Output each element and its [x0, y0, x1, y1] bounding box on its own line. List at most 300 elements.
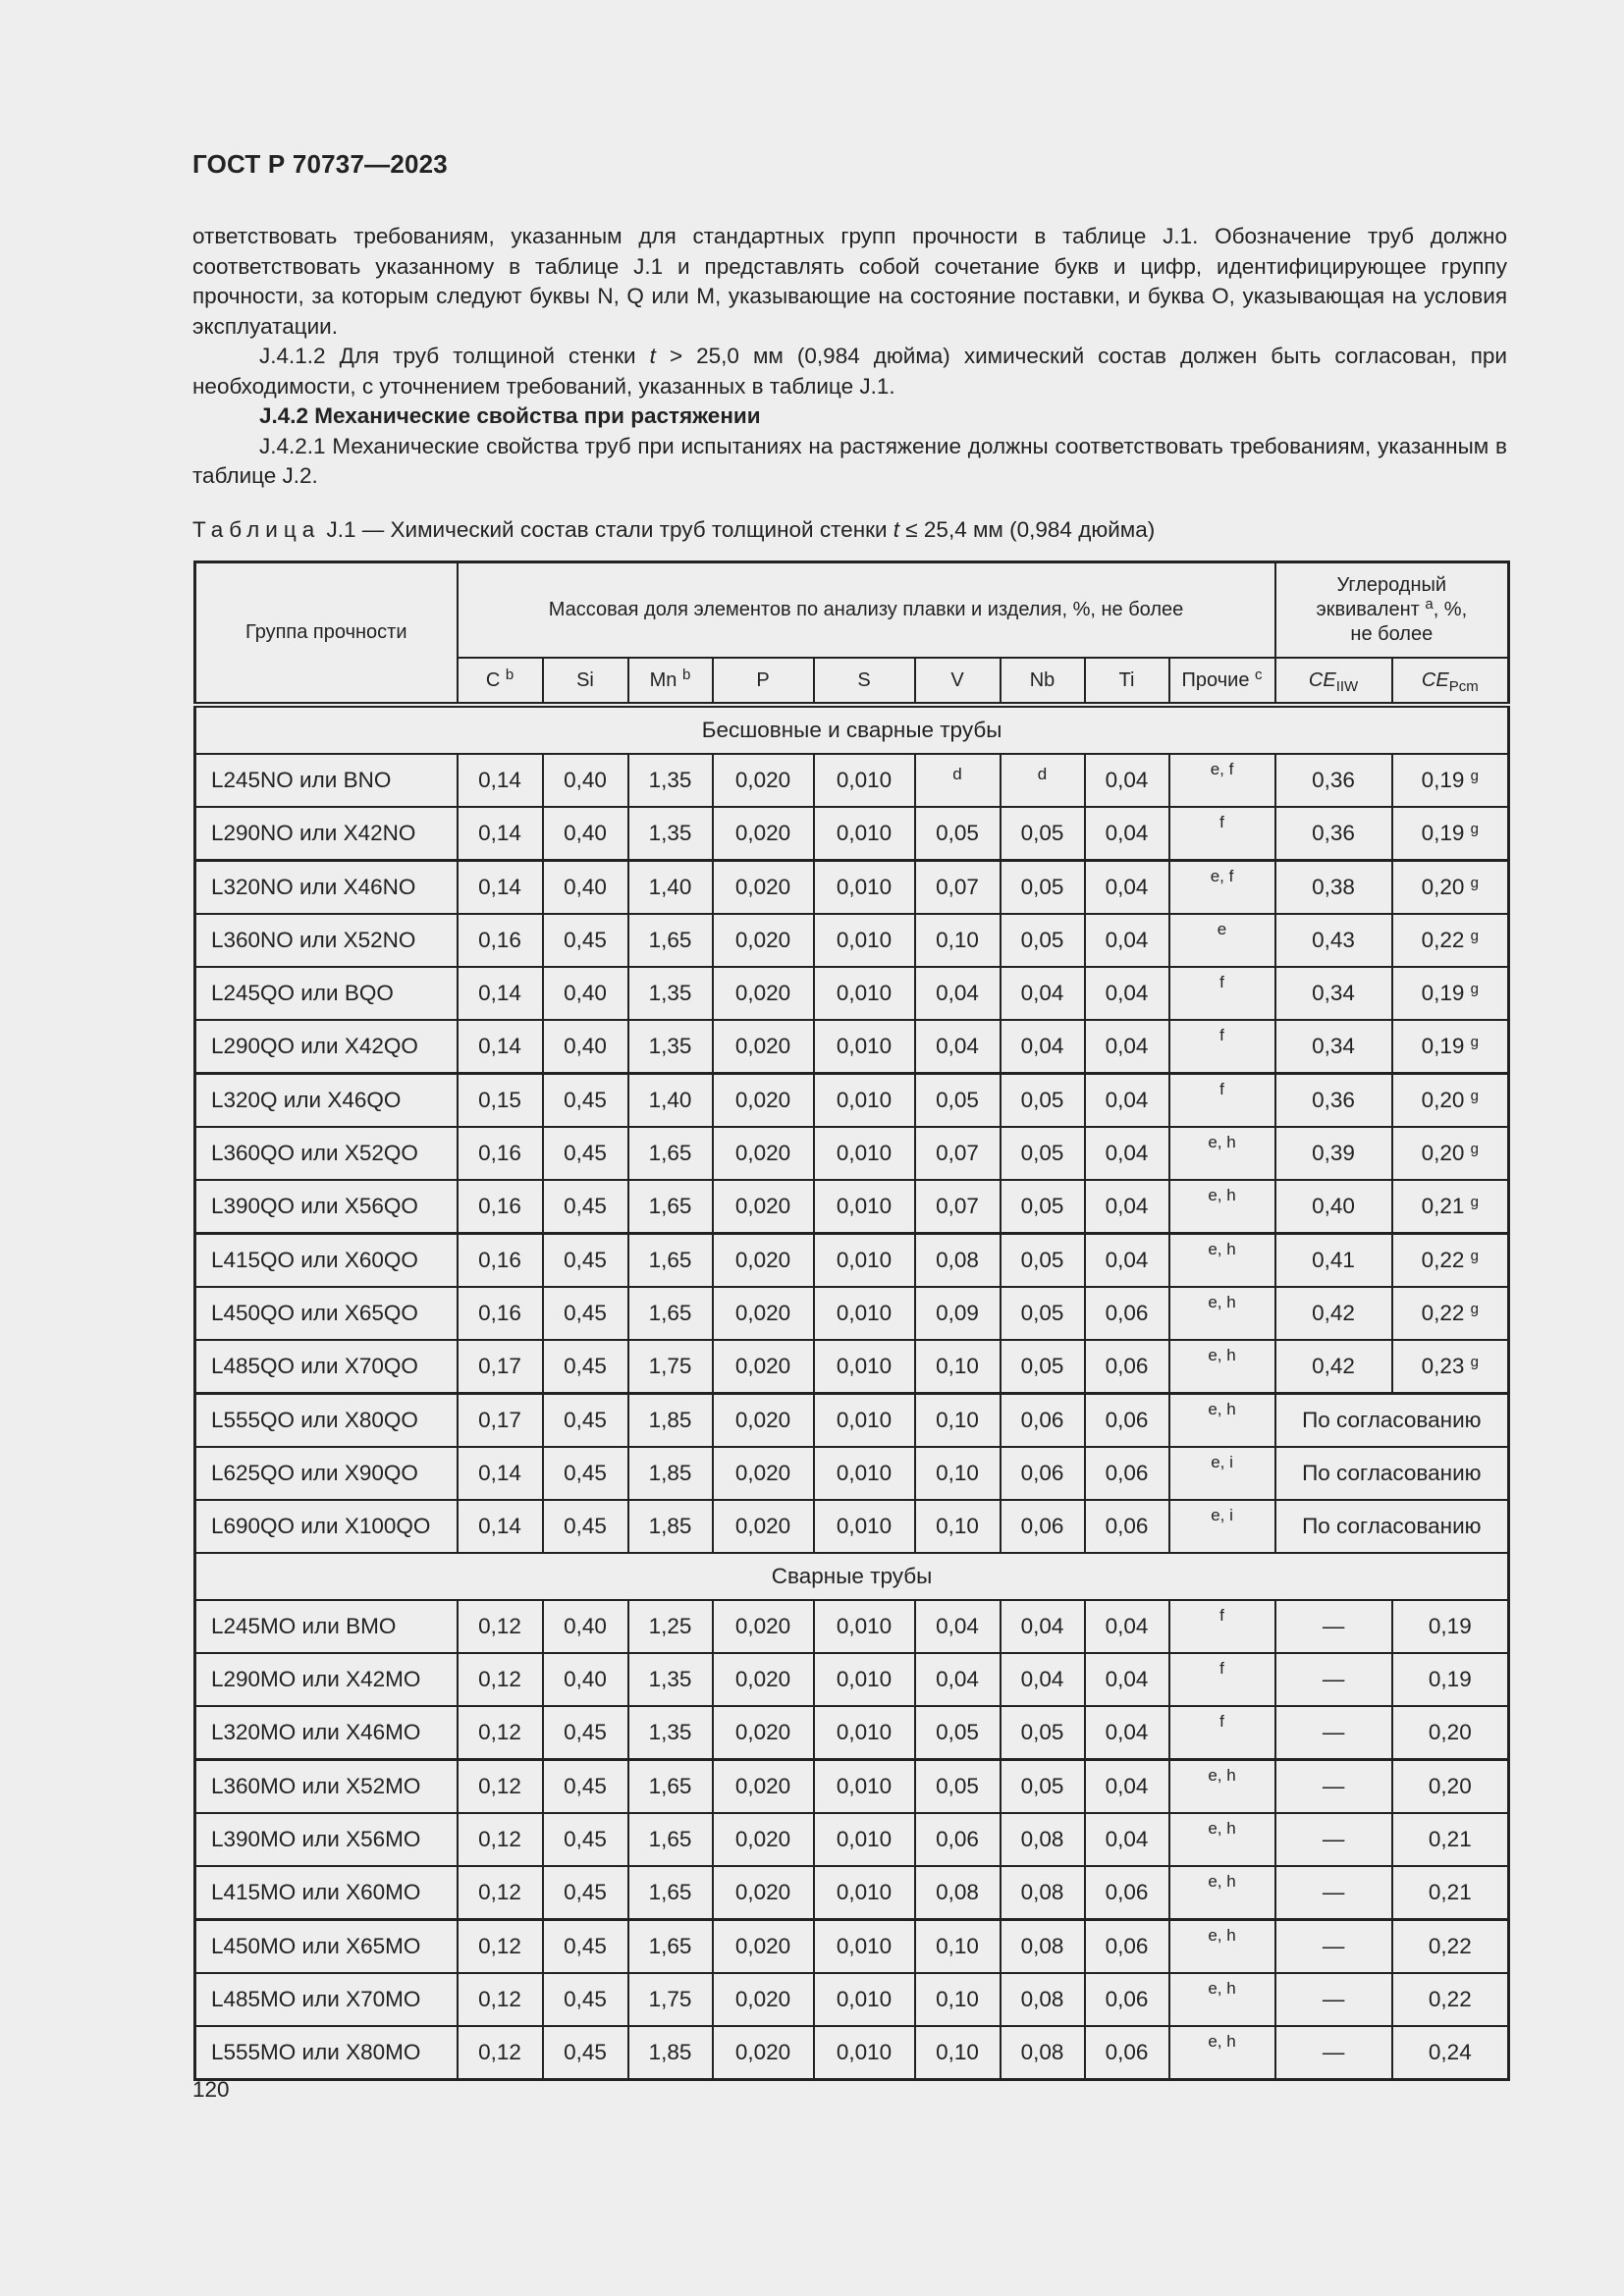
cell-mn: 1,65 [628, 1287, 713, 1340]
cell-mn: 1,85 [628, 1394, 713, 1448]
cell-mn: 1,65 [628, 1920, 713, 1974]
cell-v: 0,04 [915, 1020, 1001, 1074]
table-row [195, 754, 1509, 807]
cell-p: 0,020 [713, 1180, 814, 1234]
table-caption-label: Таблица [192, 517, 321, 542]
cell-p: 0,020 [713, 754, 814, 807]
cell-ce-pcm [1392, 1813, 1509, 1866]
cell-s: 0,010 [814, 1653, 915, 1706]
cell-v: 0,10 [915, 1394, 1001, 1448]
cell-strength-group: L555QO или X80QO [195, 1394, 458, 1448]
cell-si: 0,45 [543, 1760, 628, 1814]
cell-p: 0,020 [713, 1706, 814, 1760]
cell-c: 0,12 [458, 1706, 543, 1760]
table-row [195, 1600, 1509, 1653]
cell-si: 0,45 [543, 2026, 628, 2080]
cell-v: 0,05 [915, 807, 1001, 861]
cell-ti: 0,04 [1085, 861, 1169, 915]
cell-other-footnotes: f [1169, 1020, 1275, 1074]
cell-s: 0,010 [814, 1813, 915, 1866]
cell-ce-pcm [1392, 1706, 1509, 1760]
chemical-composition-table [193, 561, 1510, 2081]
cell-s: 0,010 [814, 914, 915, 967]
cell-s: 0,010 [814, 754, 915, 807]
cell-nb: 0,05 [1001, 1340, 1085, 1394]
cell-c: 0,16 [458, 914, 543, 967]
cell-p: 0,020 [713, 1920, 814, 1974]
section-row [195, 705, 1509, 754]
cell-v: 0,05 [915, 1074, 1001, 1128]
cell-c: 0,12 [458, 1600, 543, 1653]
cell-strength-group: L690QO или X100QO [195, 1500, 458, 1553]
cell-v: 0,10 [915, 1447, 1001, 1500]
cell-mn: 1,85 [628, 1500, 713, 1553]
header-c [458, 658, 543, 705]
cell-v: 0,09 [915, 1287, 1001, 1340]
table-row [195, 1287, 1509, 1340]
cell-ce-pcm [1392, 914, 1509, 967]
cell-strength-group: L290QO или X42QO [195, 1020, 458, 1074]
cell-ti: 0,04 [1085, 1813, 1169, 1866]
cell-c: 0,14 [458, 1020, 543, 1074]
cell-p: 0,020 [713, 1020, 814, 1074]
table-body [195, 705, 1509, 2080]
footnote-ref: g [1470, 1194, 1480, 1210]
cell-p: 0,020 [713, 1813, 814, 1866]
cell-si: 0,45 [543, 1500, 628, 1553]
cell-strength-group: L360MO или X52MO [195, 1760, 458, 1814]
table-row [195, 2026, 1509, 2080]
paragraph-text: J.4.1.2 Для труб толщиной стенки [259, 344, 650, 368]
cell-other-footnotes: e, h [1169, 1127, 1275, 1180]
cell-other-footnotes: f [1169, 967, 1275, 1020]
cell-ce-pcm [1392, 1127, 1509, 1180]
cell-strength-group: L320MO или X46MO [195, 1706, 458, 1760]
cell-si: 0,45 [543, 1340, 628, 1394]
cell-nb: 0,05 [1001, 1706, 1085, 1760]
cell-c: 0,12 [458, 1760, 543, 1814]
cell-mn: 1,65 [628, 914, 713, 967]
header-text: C [485, 668, 501, 691]
cell-p: 0,020 [713, 861, 814, 915]
cell-p: 0,020 [713, 1287, 814, 1340]
table-row [195, 1973, 1509, 2026]
subscript: IIW [1335, 677, 1359, 695]
cell-p: 0,020 [713, 1600, 814, 1653]
cell-ti: 0,06 [1085, 1340, 1169, 1394]
footnote-ref: g [1470, 1088, 1480, 1104]
cell-ce-iiw: 0,36 [1275, 754, 1392, 807]
cell-ce-pcm [1392, 861, 1509, 915]
cell-ce-iiw: — [1275, 1866, 1392, 1920]
cell-nb: 0,08 [1001, 1866, 1085, 1920]
cell-c: 0,12 [458, 1813, 543, 1866]
cell-s: 0,010 [814, 1074, 915, 1128]
cell-c: 0,16 [458, 1180, 543, 1234]
cell-ce-pcm [1392, 1287, 1509, 1340]
cell-ce-iiw: 0,39 [1275, 1127, 1392, 1180]
cell-si: 0,45 [543, 1866, 628, 1920]
cell-p: 0,020 [713, 1127, 814, 1180]
table-row [195, 1020, 1509, 1074]
cell-s: 0,010 [814, 1600, 915, 1653]
cell-s: 0,010 [814, 1394, 915, 1448]
cell-ce-pcm [1392, 1074, 1509, 1128]
cell-si: 0,45 [543, 1920, 628, 1974]
cell-mn: 1,40 [628, 861, 713, 915]
section-row [195, 1553, 1509, 1600]
table-row [195, 967, 1509, 1020]
footnote-ref: b [505, 666, 514, 683]
cell-si: 0,45 [543, 1813, 628, 1866]
cell-nb: 0,04 [1001, 1020, 1085, 1074]
footnote-ref: g [1470, 1141, 1480, 1157]
cell-mn: 1,35 [628, 754, 713, 807]
cell-ti: 0,04 [1085, 1020, 1169, 1074]
cell-strength-group: L485MO или X70MO [195, 1973, 458, 2026]
cell-v: 0,06 [915, 1813, 1001, 1866]
cell-other-footnotes: e, f [1169, 754, 1275, 807]
cell-strength-group: L625QO или X90QO [195, 1447, 458, 1500]
cell-ti: 0,06 [1085, 2026, 1169, 2080]
cell-v: 0,10 [915, 914, 1001, 967]
cell-nb [1001, 754, 1085, 807]
cell-ce-pcm [1392, 1234, 1509, 1288]
table-row [195, 807, 1509, 861]
cell-ce-iiw: 0,42 [1275, 1287, 1392, 1340]
cell-ce-pcm [1392, 1866, 1509, 1920]
cell-carbon-equivalent-merged: По согласованию [1275, 1500, 1509, 1553]
cell-v: 0,05 [915, 1706, 1001, 1760]
cell-ti: 0,04 [1085, 1127, 1169, 1180]
cell-strength-group: L415MO или X60MO [195, 1866, 458, 1920]
paragraph-text: > 25,0 мм (0,984 дюйма) химический состав должен быть согласован, при необходимости, с уточнением требований, указанных в таблице J.1. [192, 344, 1507, 399]
cell-ti: 0,04 [1085, 914, 1169, 967]
cell-s: 0,010 [814, 2026, 915, 2080]
footnote-ref: g [1470, 1034, 1480, 1050]
cell-ce-pcm [1392, 1973, 1509, 2026]
cell-mn: 1,85 [628, 2026, 713, 2080]
footnote-ref: a [1425, 596, 1434, 613]
cell-si: 0,45 [543, 1394, 628, 1448]
cell-ce-pcm [1392, 1600, 1509, 1653]
cell-strength-group: L390MO или X56MO [195, 1813, 458, 1866]
table-row [195, 1234, 1509, 1288]
cell-c: 0,14 [458, 861, 543, 915]
cell-strength-group: L390QO или X56QO [195, 1180, 458, 1234]
cell-ce-iiw: 0,42 [1275, 1340, 1392, 1394]
cell-ce-pcm [1392, 967, 1509, 1020]
cell-carbon-equivalent-merged: По согласованию [1275, 1394, 1509, 1448]
cell-ce-pcm [1392, 1020, 1509, 1074]
header-carbon-equivalent [1275, 562, 1509, 659]
table-row [195, 1340, 1509, 1394]
cell-strength-group: L415QO или X60QO [195, 1234, 458, 1288]
cell-value: 0,23 [1421, 1354, 1465, 1378]
cell-nb: 0,08 [1001, 1813, 1085, 1866]
cell-v [915, 754, 1001, 807]
cell-mn: 1,40 [628, 1074, 713, 1128]
cell-ce-iiw: 0,36 [1275, 807, 1392, 861]
cell-other-footnotes: e, h [1169, 1866, 1275, 1920]
cell-v: 0,10 [915, 1920, 1001, 1974]
cell-ti: 0,04 [1085, 1074, 1169, 1128]
cell-ce-iiw: — [1275, 1706, 1392, 1760]
cell-strength-group: L320Q или X46QO [195, 1074, 458, 1128]
cell-nb: 0,06 [1001, 1394, 1085, 1448]
cell-value: 0,20 [1428, 1774, 1472, 1798]
cell-mn: 1,25 [628, 1600, 713, 1653]
cell-carbon-equivalent-merged: По согласованию [1275, 1447, 1509, 1500]
table-row [195, 1813, 1509, 1866]
cell-strength-group: L290MO или X42MO [195, 1653, 458, 1706]
cell-p: 0,020 [713, 1234, 814, 1288]
cell-s: 0,010 [814, 807, 915, 861]
cell-nb: 0,08 [1001, 1920, 1085, 1974]
cell-ce-pcm [1392, 2026, 1509, 2080]
cell-nb: 0,05 [1001, 1760, 1085, 1814]
cell-strength-group: L450QO или X65QO [195, 1287, 458, 1340]
cell-v: 0,10 [915, 1973, 1001, 2026]
cell-mn: 1,35 [628, 807, 713, 861]
cell-si: 0,40 [543, 754, 628, 807]
cell-other-footnotes: f [1169, 1706, 1275, 1760]
cell-p: 0,020 [713, 1500, 814, 1553]
cell-value: 0,19 [1428, 1667, 1472, 1691]
cell-v: 0,08 [915, 1234, 1001, 1288]
cell-strength-group: L320NO или X46NO [195, 861, 458, 915]
paragraph-j421: J.4.2.1 Механические свойства труб при испытаниях на растяжение должны соответствовать требованиям, указанным в таблице J.2. [192, 433, 1507, 488]
cell-c: 0,14 [458, 967, 543, 1020]
subscript: Pcm [1448, 677, 1479, 695]
table-caption [192, 517, 1155, 543]
header-other [1169, 658, 1275, 705]
cell-si: 0,45 [543, 1287, 628, 1340]
cell-p: 0,020 [713, 1653, 814, 1706]
paragraph-j412 [192, 342, 1507, 401]
cell-strength-group: L450MO или X65MO [195, 1920, 458, 1974]
cell-ce-iiw: — [1275, 1653, 1392, 1706]
cell-ti: 0,04 [1085, 1180, 1169, 1234]
cell-ce-pcm [1392, 1920, 1509, 1974]
cell-c: 0,14 [458, 1447, 543, 1500]
cell-other-footnotes: e, h [1169, 1287, 1275, 1340]
header-v: V [915, 658, 1001, 705]
header-ce-pcm [1392, 658, 1509, 705]
cell-value: 0,22 [1421, 928, 1465, 952]
cell-other-footnotes: e, h [1169, 1813, 1275, 1866]
header-text: CE [1421, 668, 1449, 691]
cell-ce-iiw: 0,38 [1275, 861, 1392, 915]
cell-nb: 0,05 [1001, 1287, 1085, 1340]
header-s: S [814, 658, 915, 705]
footnote-ref: g [1470, 981, 1480, 997]
footnote-ref: g [1470, 1248, 1480, 1264]
cell-ti: 0,04 [1085, 1653, 1169, 1706]
cell-other-footnotes: e, h [1169, 1394, 1275, 1448]
cell-strength-group: L290NO или X42NO [195, 807, 458, 861]
cell-value: 0,19 [1421, 821, 1465, 845]
cell-strength-group: L360NO или X52NO [195, 914, 458, 967]
cell-ti: 0,04 [1085, 807, 1169, 861]
cell-ti: 0,06 [1085, 1500, 1169, 1553]
cell-ce-iiw: — [1275, 1920, 1392, 1974]
cell-c: 0,14 [458, 807, 543, 861]
cell-v: 0,07 [915, 861, 1001, 915]
cell-c: 0,16 [458, 1127, 543, 1180]
cell-ce-iiw: — [1275, 1813, 1392, 1866]
table-row [195, 1180, 1509, 1234]
table-row [195, 1706, 1509, 1760]
cell-si: 0,45 [543, 1447, 628, 1500]
table-row [195, 1500, 1509, 1553]
cell-s: 0,010 [814, 1287, 915, 1340]
table-row [195, 1074, 1509, 1128]
cell-strength-group: L245QO или BQO [195, 967, 458, 1020]
cell-ti: 0,04 [1085, 1600, 1169, 1653]
cell-c: 0,12 [458, 1866, 543, 1920]
cell-ti: 0,06 [1085, 1447, 1169, 1500]
cell-ce-iiw: 0,43 [1275, 914, 1392, 967]
cell-ce-pcm [1392, 1340, 1509, 1394]
cell-nb: 0,06 [1001, 1500, 1085, 1553]
cell-nb: 0,05 [1001, 1180, 1085, 1234]
cell-nb: 0,08 [1001, 2026, 1085, 2080]
cell-ce-iiw: 0,41 [1275, 1234, 1392, 1288]
cell-s: 0,010 [814, 1127, 915, 1180]
cell-nb: 0,05 [1001, 914, 1085, 967]
header-text: не более [1350, 623, 1434, 645]
table-caption-text: J.1 — Химический состав стали труб толщиной стенки [320, 517, 893, 542]
cell-nb: 0,05 [1001, 807, 1085, 861]
cell-value: 0,20 [1421, 1141, 1465, 1165]
cell-value: 0,22 [1421, 1301, 1465, 1325]
section-title: Бесшовные и сварные трубы [195, 705, 1509, 754]
page-number: 120 [192, 2077, 230, 2102]
cell-s: 0,010 [814, 1340, 915, 1394]
body-text [192, 222, 1507, 492]
table-caption-text: ≤ 25,4 мм (0,984 дюйма) [899, 517, 1156, 542]
cell-ce-pcm [1392, 1653, 1509, 1706]
cell-ti: 0,04 [1085, 754, 1169, 807]
cell-nb: 0,05 [1001, 1074, 1085, 1128]
cell-p: 0,020 [713, 807, 814, 861]
table-row [195, 1447, 1509, 1500]
cell-value: 0,22 [1428, 1934, 1472, 1958]
cell-si: 0,40 [543, 967, 628, 1020]
cell-value: 0,19 [1421, 768, 1465, 792]
cell-nb: 0,04 [1001, 967, 1085, 1020]
cell-other-footnotes: e, h [1169, 2026, 1275, 2080]
cell-other-footnotes: f [1169, 1074, 1275, 1128]
header-text: Прочие [1181, 668, 1250, 691]
cell-ti: 0,06 [1085, 1287, 1169, 1340]
cell-c: 0,17 [458, 1394, 543, 1448]
header-ce-iiw [1275, 658, 1392, 705]
footnote-ref: g [1470, 928, 1480, 944]
cell-si: 0,45 [543, 1973, 628, 2026]
document-header-title: ГОСТ Р 70737—2023 [192, 149, 448, 179]
cell-other-footnotes: f [1169, 1600, 1275, 1653]
cell-mn: 1,75 [628, 1973, 713, 2026]
footnote-ref: g [1470, 768, 1480, 784]
cell-nb: 0,06 [1001, 1447, 1085, 1500]
table-row [195, 1653, 1509, 1706]
cell-mn: 1,35 [628, 1706, 713, 1760]
cell-p: 0,020 [713, 1760, 814, 1814]
cell-mn: 1,35 [628, 1020, 713, 1074]
cell-strength-group: L555MO или X80MO [195, 2026, 458, 2080]
cell-strength-group: L485QO или X70QO [195, 1340, 458, 1394]
cell-c: 0,14 [458, 1500, 543, 1553]
cell-other-footnotes: e, h [1169, 1973, 1275, 2026]
cell-ce-iiw: 0,34 [1275, 1020, 1392, 1074]
header-mass-fraction: Массовая доля элементов по анализу плавки и изделия, %, не более [458, 562, 1275, 659]
cell-v: 0,07 [915, 1180, 1001, 1234]
cell-c: 0,16 [458, 1287, 543, 1340]
cell-v: 0,08 [915, 1866, 1001, 1920]
cell-c: 0,12 [458, 2026, 543, 2080]
cell-other-footnotes: e, h [1169, 1340, 1275, 1394]
cell-s: 0,010 [814, 1920, 915, 1974]
cell-v: 0,10 [915, 1340, 1001, 1394]
variable-t: t [649, 344, 656, 368]
table-row [195, 1394, 1509, 1448]
cell-value: 0,19 [1421, 1034, 1465, 1058]
cell-ce-pcm [1392, 1180, 1509, 1234]
cell-value: 0,19 [1428, 1614, 1472, 1638]
cell-c: 0,12 [458, 1920, 543, 1974]
cell-ti: 0,04 [1085, 967, 1169, 1020]
cell-nb: 0,05 [1001, 861, 1085, 915]
cell-si: 0,45 [543, 1706, 628, 1760]
cell-p: 0,020 [713, 1447, 814, 1500]
cell-si: 0,45 [543, 1074, 628, 1128]
cell-other-footnotes: e, h [1169, 1234, 1275, 1288]
cell-mn: 1,65 [628, 1866, 713, 1920]
cell-si: 0,40 [543, 1600, 628, 1653]
cell-ce-pcm [1392, 754, 1509, 807]
header-mn [628, 658, 713, 705]
cell-value: 0,22 [1421, 1248, 1465, 1272]
header-text: , %, [1433, 599, 1468, 620]
cell-other-footnotes: e, h [1169, 1180, 1275, 1234]
cell-ce-iiw: — [1275, 1973, 1392, 2026]
header-p: P [713, 658, 814, 705]
cell-v: 0,05 [915, 1760, 1001, 1814]
cell-other-footnotes: f [1169, 1653, 1275, 1706]
cell-mn: 1,85 [628, 1447, 713, 1500]
cell-p: 0,020 [713, 1866, 814, 1920]
cell-si: 0,40 [543, 1020, 628, 1074]
table-row [195, 1866, 1509, 1920]
cell-value: 0,21 [1428, 1880, 1472, 1904]
section-heading-j42: J.4.2 Механические свойства при растяжении [259, 403, 761, 428]
cell-ce-iiw: — [1275, 1760, 1392, 1814]
footnote-ref: g [1470, 1301, 1480, 1317]
table-row [195, 1127, 1509, 1180]
header-text: Mn [649, 668, 677, 691]
cell-s: 0,010 [814, 1706, 915, 1760]
cell-ce-iiw: 0,36 [1275, 1074, 1392, 1128]
cell-value: 0,20 [1421, 875, 1465, 899]
header-text: CE [1308, 668, 1336, 691]
cell-mn: 1,35 [628, 967, 713, 1020]
cell-si: 0,45 [543, 914, 628, 967]
cell-value: 0,20 [1421, 1088, 1465, 1112]
cell-mn: 1,65 [628, 1760, 713, 1814]
cell-value: 0,24 [1428, 2040, 1472, 2064]
